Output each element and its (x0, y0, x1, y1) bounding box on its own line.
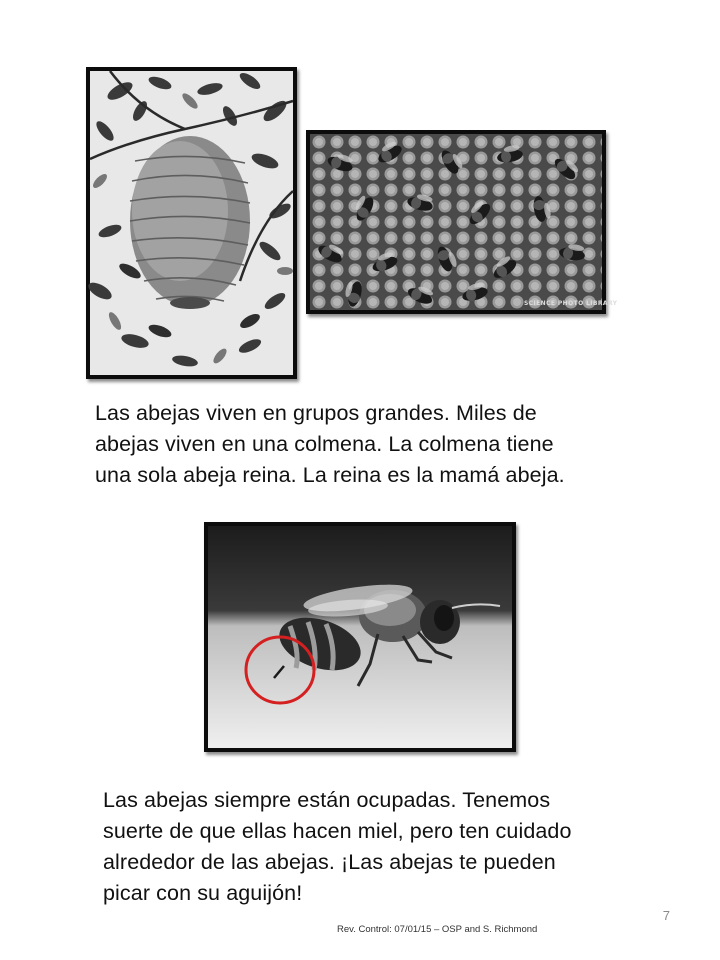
page-number: 7 (662, 908, 670, 923)
paragraph-line: alrededor de las abejas. ¡Las abejas te pueden (103, 850, 556, 874)
paragraph-line: picar con su aguijón! (103, 881, 303, 905)
paragraph-hive (95, 398, 565, 491)
paragraph-line: abejas viven en una colmena. La colmena tiene (95, 432, 554, 456)
paragraph-line: suerte de que ellas hacen miel, pero ten cuidado (103, 819, 572, 843)
paragraph-line: una sola abeja reina. La reina es la mamá abeja. (95, 463, 565, 487)
revision-footer: Rev. Control: 07/01/15 – OSP and S. Richmond (337, 924, 538, 935)
hive-photo (86, 67, 297, 379)
paragraph-line: Las abejas viven en grupos grandes. Miles de (95, 401, 537, 425)
photo-watermark: SCIENCE PHOTO LIBRARY (524, 300, 618, 307)
honeycomb-photo (306, 130, 618, 314)
paragraph-stinger (103, 785, 572, 909)
bee-stinger-photo (204, 522, 516, 752)
paragraph-line: Las abejas siempre están ocupadas. Tenemos (103, 788, 551, 812)
